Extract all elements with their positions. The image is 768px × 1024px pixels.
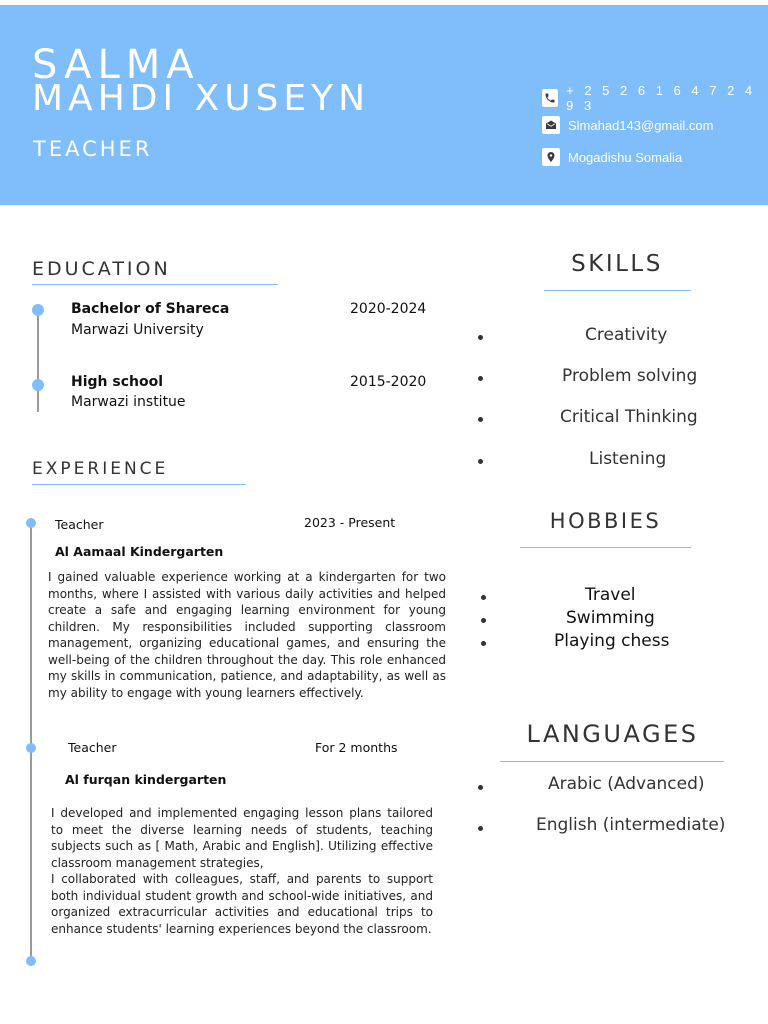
experience-timeline-dot	[26, 956, 36, 966]
contact-location	[542, 148, 682, 166]
experience-underline	[32, 484, 246, 485]
job-title: TEACHER	[33, 137, 153, 161]
phone-number: + 2 5 2 6 1 6 4 7 2 4 9 3	[566, 83, 756, 113]
contact-phone[interactable]	[542, 83, 768, 113]
list-bullet	[478, 335, 483, 340]
experience-timeline-dot	[26, 518, 36, 528]
education-years: 2020-2024	[350, 301, 427, 317]
education-degree: Bachelor of Shareca	[71, 301, 230, 317]
education-heading: EDUCATION	[32, 258, 171, 280]
education-years: 2015-2020	[350, 374, 427, 390]
education-timeline	[37, 310, 39, 412]
contact-email[interactable]	[542, 116, 713, 134]
education-degree: High school	[71, 374, 164, 390]
education-school: Marwazi University	[71, 322, 204, 338]
skill-item: Listening	[589, 449, 667, 469]
hobbies-underline	[520, 547, 691, 548]
last-name: MAHDI XUSEYN	[32, 78, 371, 119]
list-bullet	[481, 641, 486, 646]
location-pin-icon	[542, 148, 560, 166]
list-bullet	[478, 826, 483, 831]
list-bullet	[478, 376, 483, 381]
phone-icon	[542, 89, 558, 107]
experience-period: 2023 - Present	[304, 515, 396, 530]
skills-underline	[544, 290, 691, 291]
skill-item: Critical Thinking	[560, 407, 698, 427]
skills-heading: SKILLS	[571, 251, 663, 277]
list-bullet	[478, 417, 483, 422]
skill-item: Creativity	[585, 325, 668, 345]
list-bullet	[478, 785, 483, 790]
experience-description-continued: I collaborated with colleagues, staff, and parents to support both individual student growth and school-wide initiatives, and organized extracurricular activities and educational trips to enhance students' learning experiences beyond the classroom.	[51, 872, 433, 936]
experience-organization: Al furqan kindergarten	[65, 772, 227, 787]
location-text: Mogadishu Somalia	[568, 149, 683, 165]
education-timeline-dot	[32, 379, 44, 391]
hobby-item: Travel	[585, 585, 636, 605]
hobby-item: Swimming	[566, 608, 655, 628]
experience-period: For 2 months	[315, 740, 398, 755]
experience-description: I developed and implemented engaging lesson plans tailored to meet the diverse learning needs of students, teaching subjects such as [ Math, Arabic and English]. Utilizing effective classroom management strategies,	[51, 806, 433, 870]
languages-underline	[500, 761, 724, 762]
hobby-item: Playing chess	[554, 631, 670, 651]
languages-heading: LANGUAGES	[526, 720, 699, 748]
language-item: English (intermediate)	[536, 815, 726, 835]
email-address: Slmahad143@gmail.com	[568, 117, 714, 133]
experience-heading: EXPERIENCE	[32, 459, 169, 479]
list-bullet	[481, 618, 486, 623]
email-icon	[542, 116, 560, 134]
language-item: Arabic (Advanced)	[548, 774, 705, 794]
list-bullet	[478, 459, 483, 464]
hobbies-heading: HOBBIES	[549, 509, 662, 533]
experience-description: I gained valuable experience working at a kindergarten for two months, where I assisted with various daily activities and helped create a safe and engaging learning environment for young children. My responsibilities included supporting classroom management, organizing educational games, and ensuring the well-being of the children throughout the day. This role enhanced my skills in communication, patience, and adaptability, as well as my ability to engage with young learners effectively.	[48, 570, 446, 700]
list-bullet	[481, 595, 486, 600]
skill-item: Problem solving	[562, 366, 698, 386]
experience-role: Teacher	[68, 740, 117, 755]
first-name: SALMA	[32, 42, 200, 88]
experience-organization: Al Aamaal Kindergarten	[55, 544, 224, 559]
header-banner	[0, 5, 768, 205]
education-school: Marwazi institue	[71, 394, 186, 410]
education-underline	[32, 284, 278, 285]
education-timeline-dot	[32, 304, 44, 316]
experience-timeline-dot	[26, 743, 36, 753]
experience-role: Teacher	[55, 517, 104, 532]
